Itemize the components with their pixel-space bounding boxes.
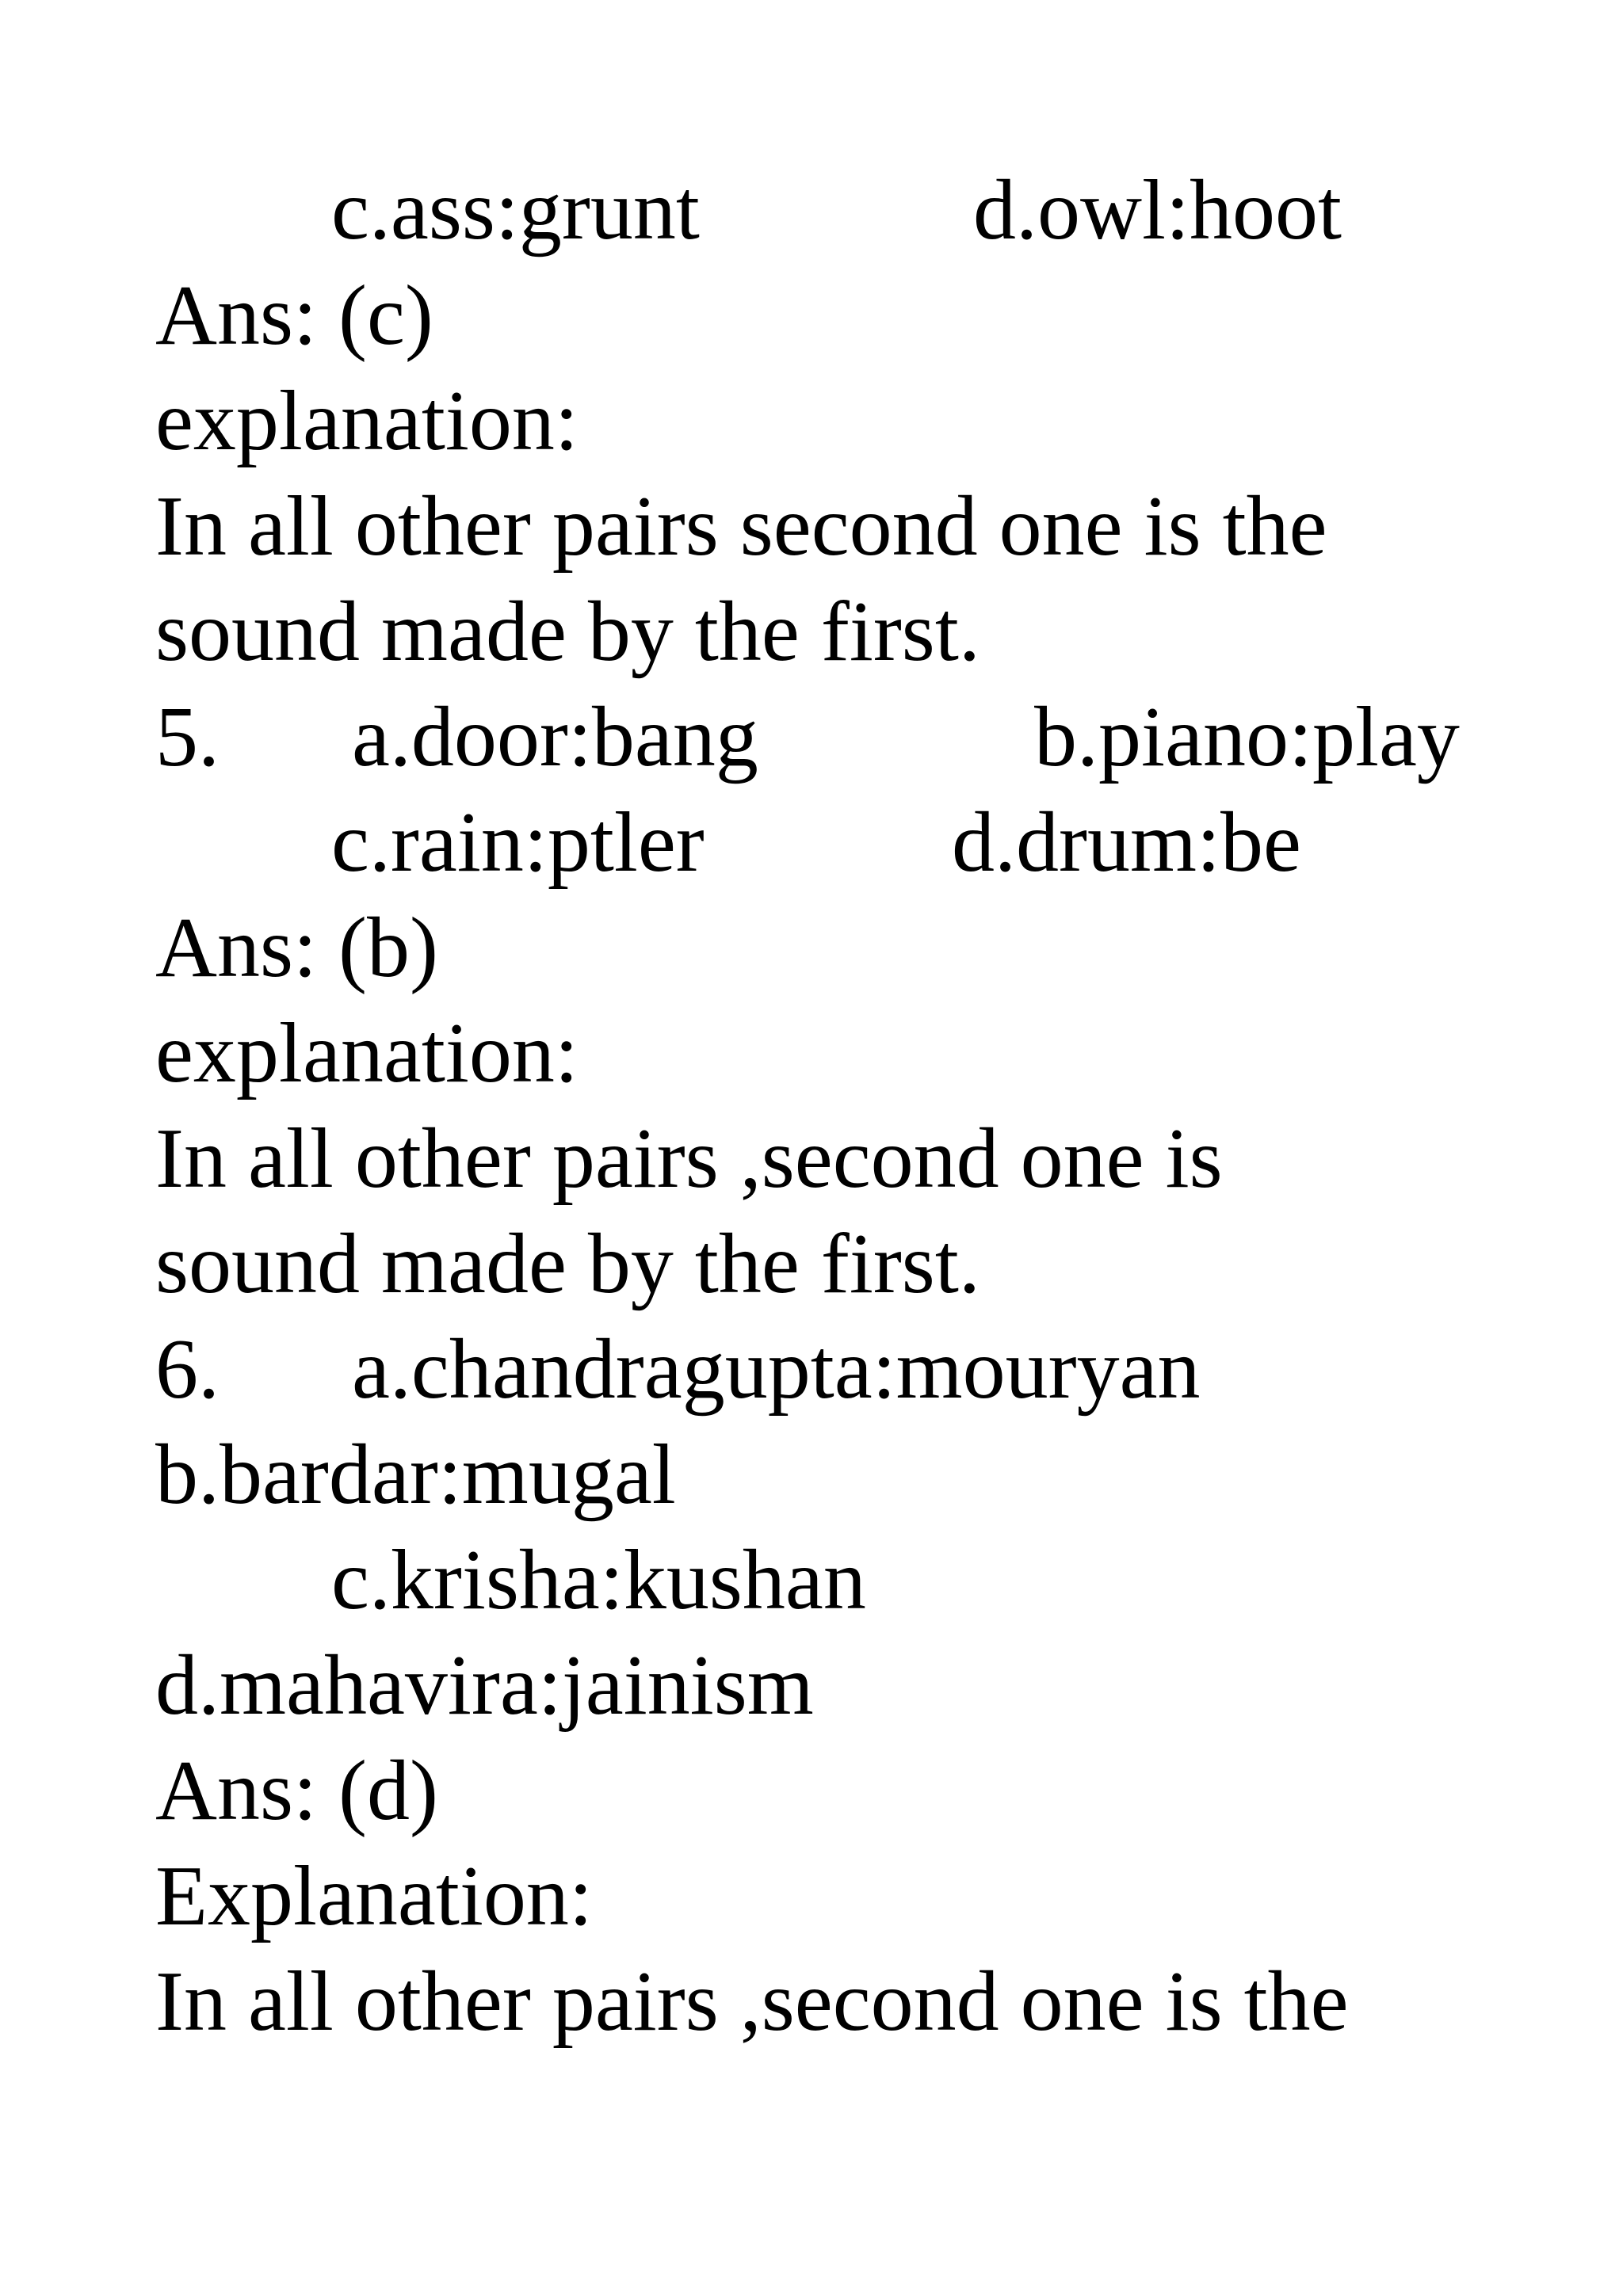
q5-explanation-line-2: sound made by the first.: [155, 1217, 980, 1311]
q4-option-d: d.owl:hoot: [973, 163, 1342, 257]
q6-option-a: a.chandragupta:mouryan: [352, 1322, 1201, 1417]
q5-option-b: b.piano:play: [1034, 690, 1460, 784]
q6-explanation-label: Explanation:: [155, 1849, 593, 1943]
q5-explanation-label: explanation:: [155, 1006, 579, 1100]
q6-option-c: c.krisha:kushan: [331, 1533, 866, 1627]
q5-option-d: d.drum:be: [952, 795, 1301, 890]
q5-answer: Ans: (b): [155, 901, 438, 995]
q6-explanation-line-1: In all other pairs ,second one is the: [155, 1955, 1349, 2049]
q4-explanation-label: explanation:: [155, 374, 579, 468]
q5-option-a: a.door:bang: [352, 690, 758, 784]
q5-explanation-line-1: In all other pairs ,second one is: [155, 1112, 1223, 1206]
q6-answer: Ans: (d): [155, 1744, 438, 1838]
q4-answer: Ans: (c): [155, 269, 433, 363]
q5-option-c: c.rain:ptler: [331, 795, 705, 890]
q6-option-b: b.bardar:mugal: [155, 1428, 676, 1522]
q4-explanation-line-1: In all other pairs second one is the: [155, 479, 1327, 574]
q5-number: 5.: [155, 690, 220, 784]
q6-option-d: d.mahavira:jainism: [155, 1638, 814, 1733]
q4-explanation-line-2: sound made by the first.: [155, 585, 980, 679]
q4-option-c: c.ass:grunt: [331, 163, 700, 257]
q6-number: 6.: [155, 1322, 220, 1417]
